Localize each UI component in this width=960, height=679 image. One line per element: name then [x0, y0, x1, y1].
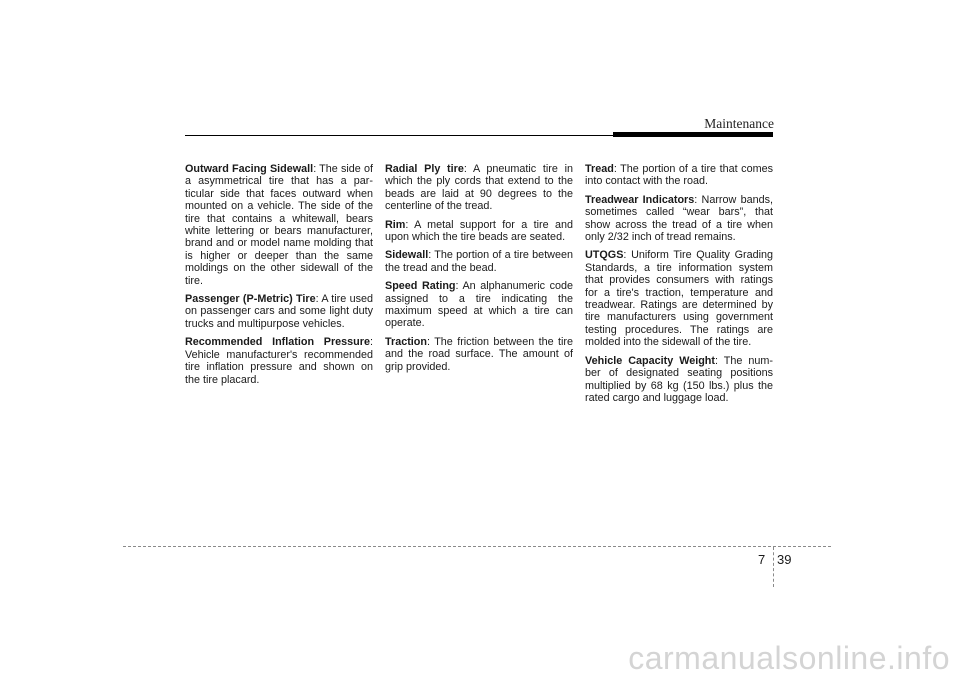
glossary-term: Traction: [385, 335, 427, 348]
glossary-definition: : The portion of a tire that comes into contact with the road.: [585, 163, 773, 188]
glossary-term: Vehicle Capacity Weight: [585, 354, 715, 367]
glossary-entry: [185, 163, 373, 287]
glossary-term: Outward Facing Sidewall: [185, 163, 314, 175]
glossary-term: Recommended Inflation Pressure: [185, 336, 370, 349]
glossary-definition: : A metal support for a tire and upon which the tire beads are seated.: [385, 218, 573, 244]
glossary-term: Speed Rating: [385, 280, 456, 293]
glossary-definition: : A tire used on passenger cars and some light duty trucks and multipurpose vehicles.: [185, 293, 373, 330]
glossary-term: Treadwear Indicators: [585, 193, 695, 206]
glossary-definition: : The friction between the tire and the road surface. The amount of grip provided.: [385, 335, 573, 373]
glossary-entry: [385, 163, 573, 213]
glossary-entry: [385, 249, 573, 274]
glossary-entry: [185, 293, 373, 330]
page-number: 39: [777, 552, 792, 567]
glossary-definition: : The side of a asymmetrical tire that has a particular side that faces outward when mounted on a vehicle. The side of the tire that contains a whitewall, bears white lettering or bears manufacturer, brand and or model name molding that is higher or deeper than the same moldings on the other sidewall of the tire.: [185, 163, 373, 287]
glossary-definition: : Vehicle manufacturer's recommended tire inflation pressure and shown on the tire placard.: [185, 336, 373, 386]
glossary-entry: [385, 219, 573, 244]
footer-divider: [123, 546, 831, 547]
glossary-definition: : The portion of a tire between the tread and the bead.: [385, 249, 573, 274]
glossary-term: Passenger (P-Metric) Tire: [185, 293, 316, 306]
glossary-term: Rim: [385, 218, 406, 231]
glossary-term: Radial Ply tire: [385, 163, 464, 175]
page-number-divider: [773, 547, 774, 587]
glossary-definition: : The number of designated seating positions multiplied by 68 kg (150 lbs.) plus the rated cargo and luggage load.: [585, 354, 773, 404]
text-column-1: [185, 163, 373, 392]
glossary-entry: [585, 163, 773, 188]
glossary-entry: [585, 194, 773, 244]
glossary-entry: [585, 249, 773, 348]
glossary-definition: : An alphanumeric code assigned to a tire indicating the maximum speed at which a tire can operate.: [385, 280, 573, 330]
page-section-title: Maintenance: [704, 116, 774, 131]
text-column-3: [585, 163, 773, 410]
glossary-term: Tread: [585, 163, 614, 175]
glossary-term: Sidewall: [385, 249, 429, 262]
glossary-entry: [585, 355, 773, 405]
header-rule-accent: [613, 132, 773, 137]
glossary-entry: [185, 336, 373, 386]
watermark: carmanualsonline.info: [628, 640, 950, 676]
glossary-entry: [385, 336, 573, 373]
glossary-definition: : Uniform Tire Quality Grading Standards, a tire information system that provides consumers with ratings for a tire's traction, temperature and treadwear. Ratings are determined by tire manufacturers using government testing procedures. The ratings are molded into the sidewall of the tire.: [585, 249, 773, 349]
glossary-entry: [385, 280, 573, 330]
header-rule: [185, 135, 613, 136]
glossary-definition: : A pneumatic tire in which the ply cords that extend to the beads are laid at 90 degrees to the centerline of the tread.: [385, 163, 573, 213]
glossary-term: UTQGS: [585, 249, 624, 262]
glossary-definition: : Narrow bands, sometimes called “wear bars”, that show across the tread of a tire when only 2/32 inch of tread remains.: [585, 193, 774, 244]
text-column-2: [385, 163, 573, 379]
chapter-number: 7: [758, 552, 766, 567]
